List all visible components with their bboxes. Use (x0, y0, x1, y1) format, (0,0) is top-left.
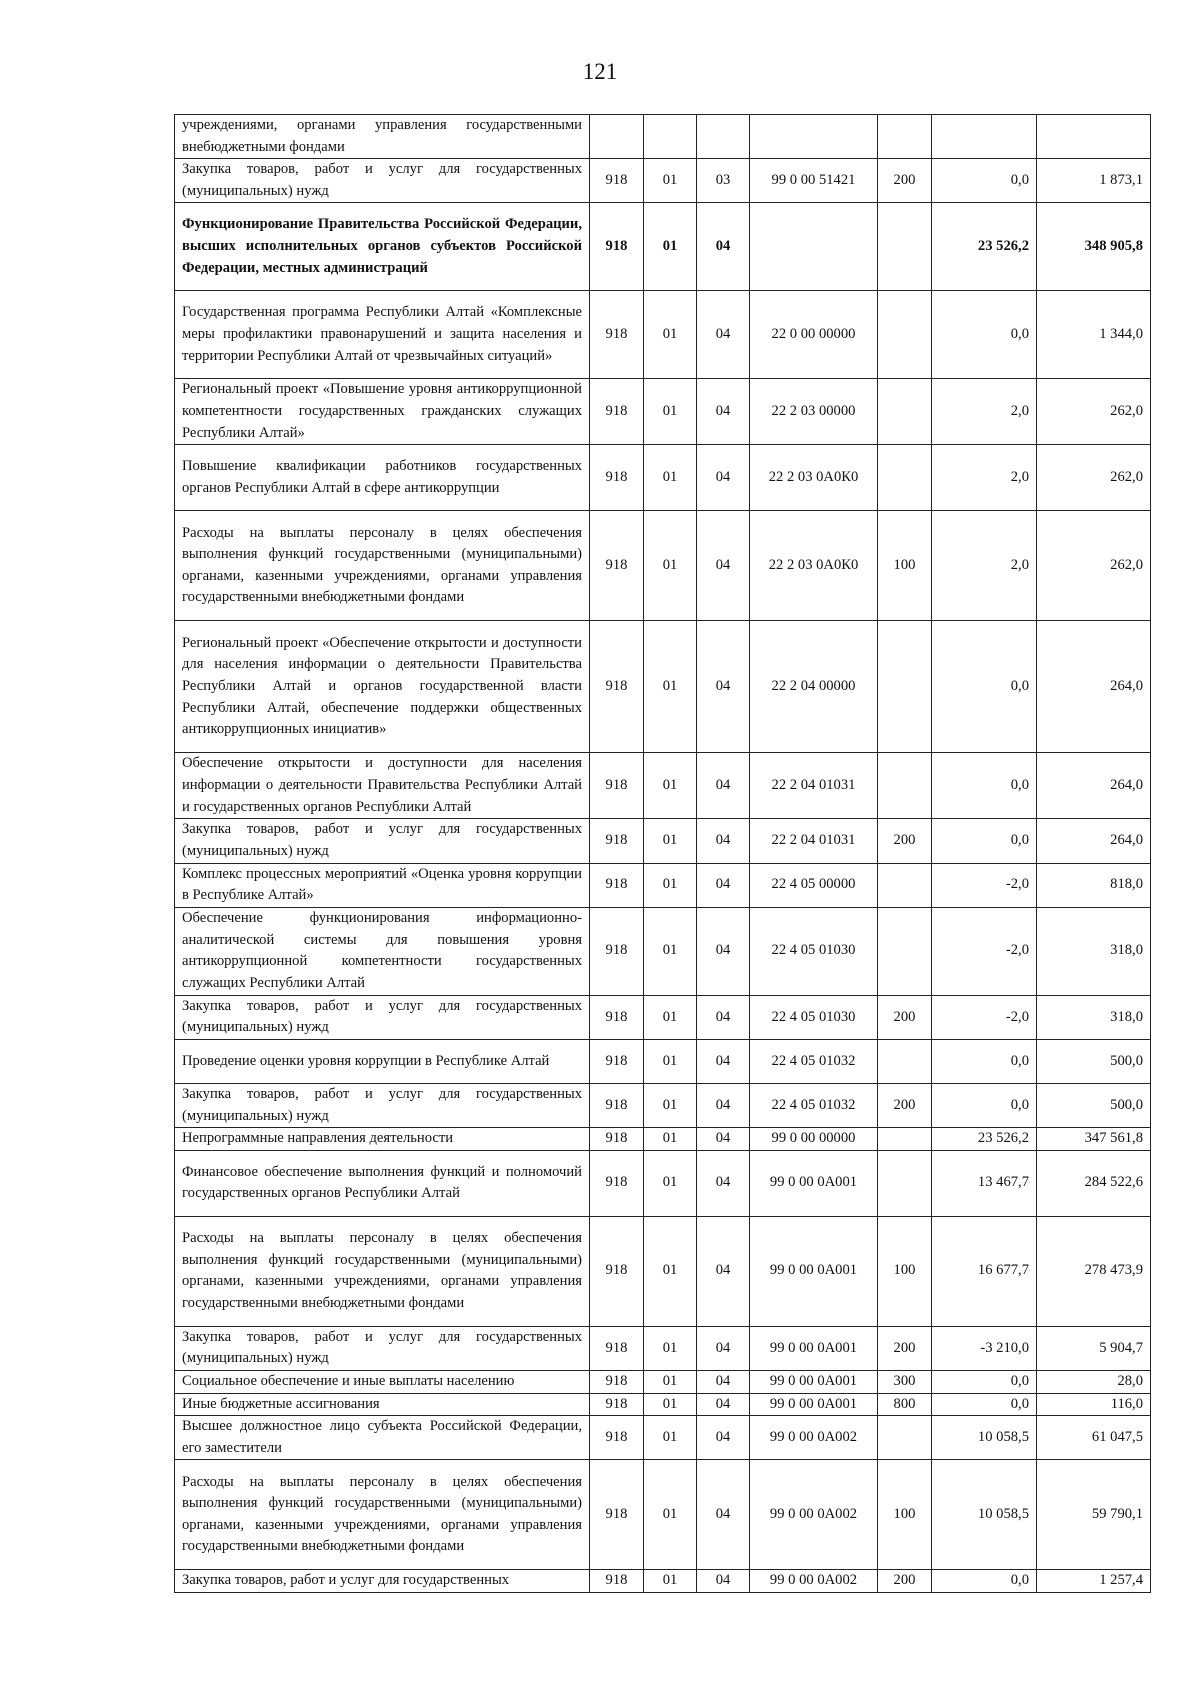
amount-change-cell: 0,0 (932, 621, 1037, 753)
amount-total-cell: 500,0 (1037, 1039, 1151, 1083)
amount-change-cell: 23 526,2 (932, 1128, 1037, 1151)
ministry-code-cell: 918 (590, 1416, 644, 1460)
expense-name-cell: Региональный проект «Обеспечение открытости и доступности для населения информации о деятельности Правительства Республики Алтай и органов государственной власти Республики Алтай, обеспечение поддержки общественных антикоррупционных инициатив» (175, 621, 590, 753)
section-code-cell: 01 (644, 511, 697, 621)
table-row (175, 621, 1151, 753)
table-row (175, 203, 1151, 291)
section-code-cell: 01 (644, 1150, 697, 1216)
section-code-cell: 01 (644, 1570, 697, 1593)
amount-total-cell: 264,0 (1037, 819, 1151, 863)
subsection-code-cell: 04 (697, 203, 750, 291)
expense-type-cell: 200 (878, 1326, 932, 1370)
amount-change-cell: 10 058,5 (932, 1460, 1037, 1570)
table-row (175, 1460, 1151, 1570)
target-article-cell: 22 4 05 00000 (750, 863, 878, 907)
section-code-cell: 01 (644, 1416, 697, 1460)
section-code-cell: 01 (644, 1326, 697, 1370)
table-row (175, 907, 1151, 995)
ministry-code-cell: 918 (590, 1216, 644, 1326)
amount-change-cell: 10 058,5 (932, 1416, 1037, 1460)
subsection-code-cell (697, 115, 750, 159)
target-article-cell: 22 2 04 01031 (750, 753, 878, 819)
ministry-code-cell: 918 (590, 1128, 644, 1151)
expense-name-cell: Закупка товаров, работ и услуг для государственных (муниципальных) нужд (175, 159, 590, 203)
expense-name-cell: Функционирование Правительства Российской Федерации, высших исполнительных органов субъектов Российской Федерации, местных администраций (175, 203, 590, 291)
target-article-cell: 22 2 03 0А0К0 (750, 445, 878, 511)
amount-total-cell: 264,0 (1037, 753, 1151, 819)
amount-change-cell: 0,0 (932, 819, 1037, 863)
expense-type-cell (878, 1416, 932, 1460)
expense-type-cell: 200 (878, 819, 932, 863)
section-code-cell: 01 (644, 1370, 697, 1393)
table-row (175, 819, 1151, 863)
subsection-code-cell: 04 (697, 379, 750, 445)
expense-type-cell (878, 203, 932, 291)
target-article-cell: 99 0 00 0А002 (750, 1460, 878, 1570)
target-article-cell: 22 2 03 0А0К0 (750, 511, 878, 621)
amount-total-cell: 5 904,7 (1037, 1326, 1151, 1370)
subsection-code-cell: 04 (697, 1570, 750, 1593)
ministry-code-cell (590, 115, 644, 159)
table-row (175, 753, 1151, 819)
subsection-code-cell: 04 (697, 907, 750, 995)
subsection-code-cell: 04 (697, 863, 750, 907)
table-row (175, 1039, 1151, 1083)
amount-total-cell: 318,0 (1037, 995, 1151, 1039)
amount-change-cell: 0,0 (932, 1039, 1037, 1083)
expense-name-cell: Обеспечение функционирования информационно-аналитической системы для повышения уровня антикоррупционной компетентности государственных служащих Республики Алтай (175, 907, 590, 995)
subsection-code-cell: 04 (697, 1460, 750, 1570)
amount-total-cell: 284 522,6 (1037, 1150, 1151, 1216)
expense-name-cell: учреждениями, органами управления государственными внебюджетными фондами (175, 115, 590, 159)
expense-name-cell: Непрограммные направления деятельности (175, 1128, 590, 1151)
expense-type-cell (878, 379, 932, 445)
expense-name-cell: Расходы на выплаты персоналу в целях обеспечения выполнения функций государственными (муниципальными) органами, казенными учреждениями, органами управления государственными внебюджетными фондами (175, 511, 590, 621)
expense-type-cell (878, 1150, 932, 1216)
ministry-code-cell: 918 (590, 1083, 644, 1127)
target-article-cell (750, 115, 878, 159)
expense-name-cell: Закупка товаров, работ и услуг для государственных (муниципальных) нужд (175, 819, 590, 863)
ministry-code-cell: 918 (590, 1460, 644, 1570)
expense-type-cell (878, 1039, 932, 1083)
expense-type-cell: 100 (878, 1216, 932, 1326)
table-row (175, 379, 1151, 445)
ministry-code-cell: 918 (590, 159, 644, 203)
amount-total-cell: 262,0 (1037, 511, 1151, 621)
subsection-code-cell: 04 (697, 621, 750, 753)
target-article-cell: 99 0 00 51421 (750, 159, 878, 203)
expense-type-cell: 200 (878, 995, 932, 1039)
expense-name-cell: Закупка товаров, работ и услуг для государственных (175, 1570, 590, 1593)
amount-total-cell: 262,0 (1037, 379, 1151, 445)
expense-name-cell: Обеспечение открытости и доступности для населения информации о деятельности Правительства Республики Алтай и государственных органов Республики Алтай (175, 753, 590, 819)
expense-name-cell: Комплекс процессных мероприятий «Оценка уровня коррупции в Республике Алтай» (175, 863, 590, 907)
target-article-cell: 22 0 00 00000 (750, 291, 878, 379)
ministry-code-cell: 918 (590, 819, 644, 863)
expense-type-cell (878, 621, 932, 753)
table-row (175, 1370, 1151, 1393)
amount-change-cell: 0,0 (932, 1370, 1037, 1393)
amount-total-cell (1037, 115, 1151, 159)
expense-type-cell (878, 863, 932, 907)
section-code-cell (644, 115, 697, 159)
expense-type-cell: 300 (878, 1370, 932, 1393)
expense-type-cell (878, 1128, 932, 1151)
target-article-cell: 22 2 04 00000 (750, 621, 878, 753)
target-article-cell: 99 0 00 0А002 (750, 1416, 878, 1460)
amount-change-cell: 0,0 (932, 1393, 1037, 1416)
subsection-code-cell: 03 (697, 159, 750, 203)
section-code-cell: 01 (644, 1039, 697, 1083)
target-article-cell: 99 0 00 0А001 (750, 1326, 878, 1370)
expense-type-cell: 200 (878, 1570, 932, 1593)
target-article-cell: 99 0 00 0А001 (750, 1150, 878, 1216)
ministry-code-cell: 918 (590, 621, 644, 753)
expense-name-cell: Закупка товаров, работ и услуг для государственных (муниципальных) нужд (175, 1326, 590, 1370)
target-article-cell: 99 0 00 0А001 (750, 1393, 878, 1416)
section-code-cell: 01 (644, 819, 697, 863)
table-row (175, 1216, 1151, 1326)
table-row (175, 511, 1151, 621)
table-row (175, 445, 1151, 511)
subsection-code-cell: 04 (697, 445, 750, 511)
subsection-code-cell: 04 (697, 511, 750, 621)
amount-change-cell: 16 677,7 (932, 1216, 1037, 1326)
target-article-cell (750, 203, 878, 291)
amount-change-cell: -2,0 (932, 995, 1037, 1039)
ministry-code-cell: 918 (590, 511, 644, 621)
subsection-code-cell: 04 (697, 291, 750, 379)
amount-change-cell: -3 210,0 (932, 1326, 1037, 1370)
amount-change-cell: 0,0 (932, 1570, 1037, 1593)
subsection-code-cell: 04 (697, 1393, 750, 1416)
amount-total-cell: 28,0 (1037, 1370, 1151, 1393)
amount-total-cell: 262,0 (1037, 445, 1151, 511)
expense-type-cell: 100 (878, 1460, 932, 1570)
section-code-cell: 01 (644, 621, 697, 753)
target-article-cell: 22 4 05 01030 (750, 907, 878, 995)
section-code-cell: 01 (644, 291, 697, 379)
expense-name-cell: Повышение квалификации работников государственных органов Республики Алтай в сфере антикоррупции (175, 445, 590, 511)
section-code-cell: 01 (644, 203, 697, 291)
expense-name-cell: Государственная программа Республики Алтай «Комплексные меры профилактики правонарушений и защита населения и территории Республики Алтай от чрезвычайных ситуаций» (175, 291, 590, 379)
subsection-code-cell: 04 (697, 753, 750, 819)
expense-name-cell: Иные бюджетные ассигнования (175, 1393, 590, 1416)
expense-name-cell: Финансовое обеспечение выполнения функций и полномочий государственных органов Республики Алтай (175, 1150, 590, 1216)
target-article-cell: 99 0 00 0А001 (750, 1370, 878, 1393)
ministry-code-cell: 918 (590, 1370, 644, 1393)
amount-change-cell: 0,0 (932, 291, 1037, 379)
subsection-code-cell: 04 (697, 1128, 750, 1151)
expense-type-cell (878, 907, 932, 995)
expense-type-cell (878, 291, 932, 379)
expense-name-cell: Высшее должностное лицо субъекта Российской Федерации, его заместители (175, 1416, 590, 1460)
page-number: 121 (582, 59, 618, 84)
section-code-cell: 01 (644, 907, 697, 995)
table-row (175, 1416, 1151, 1460)
section-code-cell: 01 (644, 159, 697, 203)
amount-total-cell: 61 047,5 (1037, 1416, 1151, 1460)
budget-table (174, 114, 1151, 1593)
target-article-cell: 22 2 04 01031 (750, 819, 878, 863)
subsection-code-cell: 04 (697, 1150, 750, 1216)
section-code-cell: 01 (644, 379, 697, 445)
amount-total-cell: 318,0 (1037, 907, 1151, 995)
expense-type-cell (878, 753, 932, 819)
ministry-code-cell: 918 (590, 995, 644, 1039)
table-row (175, 1083, 1151, 1127)
amount-change-cell: 0,0 (932, 1083, 1037, 1127)
expense-name-cell: Закупка товаров, работ и услуг для государственных (муниципальных) нужд (175, 995, 590, 1039)
table-row (175, 1326, 1151, 1370)
amount-change-cell: -2,0 (932, 907, 1037, 995)
amount-total-cell: 347 561,8 (1037, 1128, 1151, 1151)
section-code-cell: 01 (644, 1460, 697, 1570)
table-row (175, 115, 1151, 159)
subsection-code-cell: 04 (697, 1370, 750, 1393)
ministry-code-cell: 918 (590, 203, 644, 291)
table-row (175, 1128, 1151, 1151)
target-article-cell: 22 2 03 00000 (750, 379, 878, 445)
ministry-code-cell: 918 (590, 1326, 644, 1370)
section-code-cell: 01 (644, 445, 697, 511)
amount-change-cell: 2,0 (932, 379, 1037, 445)
amount-change-cell: 23 526,2 (932, 203, 1037, 291)
table-row (175, 291, 1151, 379)
subsection-code-cell: 04 (697, 819, 750, 863)
amount-total-cell: 278 473,9 (1037, 1216, 1151, 1326)
target-article-cell: 99 0 00 00000 (750, 1128, 878, 1151)
subsection-code-cell: 04 (697, 1326, 750, 1370)
target-article-cell: 99 0 00 0А002 (750, 1570, 878, 1593)
expense-type-cell: 200 (878, 159, 932, 203)
expense-name-cell: Закупка товаров, работ и услуг для государственных (муниципальных) нужд (175, 1083, 590, 1127)
expense-type-cell: 800 (878, 1393, 932, 1416)
section-code-cell: 01 (644, 1393, 697, 1416)
section-code-cell: 01 (644, 863, 697, 907)
target-article-cell: 22 4 05 01032 (750, 1083, 878, 1127)
amount-change-cell (932, 115, 1037, 159)
ministry-code-cell: 918 (590, 863, 644, 907)
ministry-code-cell: 918 (590, 753, 644, 819)
amount-total-cell: 116,0 (1037, 1393, 1151, 1416)
ministry-code-cell: 918 (590, 445, 644, 511)
expense-type-cell: 100 (878, 511, 932, 621)
amount-total-cell: 1 344,0 (1037, 291, 1151, 379)
section-code-cell: 01 (644, 753, 697, 819)
amount-change-cell: 13 467,7 (932, 1150, 1037, 1216)
section-code-cell: 01 (644, 995, 697, 1039)
ministry-code-cell: 918 (590, 1150, 644, 1216)
target-article-cell: 22 4 05 01032 (750, 1039, 878, 1083)
amount-total-cell: 348 905,8 (1037, 203, 1151, 291)
table-row (175, 159, 1151, 203)
amount-total-cell: 264,0 (1037, 621, 1151, 753)
amount-change-cell: -2,0 (932, 863, 1037, 907)
table-row (175, 1393, 1151, 1416)
section-code-cell: 01 (644, 1128, 697, 1151)
ministry-code-cell: 918 (590, 1039, 644, 1083)
table-row (175, 1570, 1151, 1593)
subsection-code-cell: 04 (697, 1039, 750, 1083)
subsection-code-cell: 04 (697, 1216, 750, 1326)
amount-change-cell: 2,0 (932, 445, 1037, 511)
amount-total-cell: 818,0 (1037, 863, 1151, 907)
ministry-code-cell: 918 (590, 907, 644, 995)
expense-name-cell: Расходы на выплаты персоналу в целях обеспечения выполнения функций государственными (муниципальными) органами, казенными учреждениями, органами управления государственными внебюджетными фондами (175, 1460, 590, 1570)
ministry-code-cell: 918 (590, 379, 644, 445)
ministry-code-cell: 918 (590, 1393, 644, 1416)
ministry-code-cell: 918 (590, 1570, 644, 1593)
expense-type-cell (878, 115, 932, 159)
amount-total-cell: 1 257,4 (1037, 1570, 1151, 1593)
subsection-code-cell: 04 (697, 1083, 750, 1127)
expense-type-cell (878, 445, 932, 511)
table-row (175, 995, 1151, 1039)
amount-total-cell: 59 790,1 (1037, 1460, 1151, 1570)
expense-name-cell: Региональный проект «Повышение уровня антикоррупционной компетентности государственных гражданских служащих Республики Алтай» (175, 379, 590, 445)
amount-change-cell: 0,0 (932, 159, 1037, 203)
expense-type-cell: 200 (878, 1083, 932, 1127)
amount-change-cell: 2,0 (932, 511, 1037, 621)
ministry-code-cell: 918 (590, 291, 644, 379)
table-row (175, 1150, 1151, 1216)
subsection-code-cell: 04 (697, 1416, 750, 1460)
target-article-cell: 22 4 05 01030 (750, 995, 878, 1039)
amount-total-cell: 1 873,1 (1037, 159, 1151, 203)
expense-name-cell: Социальное обеспечение и иные выплаты населению (175, 1370, 590, 1393)
target-article-cell: 99 0 00 0А001 (750, 1216, 878, 1326)
expense-name-cell: Расходы на выплаты персоналу в целях обеспечения выполнения функций государственными (муниципальными) органами, казенными учреждениями, органами управления государственными внебюджетными фондами (175, 1216, 590, 1326)
section-code-cell: 01 (644, 1216, 697, 1326)
subsection-code-cell: 04 (697, 995, 750, 1039)
amount-change-cell: 0,0 (932, 753, 1037, 819)
table-row (175, 863, 1151, 907)
expense-name-cell: Проведение оценки уровня коррупции в Республике Алтай (175, 1039, 590, 1083)
section-code-cell: 01 (644, 1083, 697, 1127)
amount-total-cell: 500,0 (1037, 1083, 1151, 1127)
